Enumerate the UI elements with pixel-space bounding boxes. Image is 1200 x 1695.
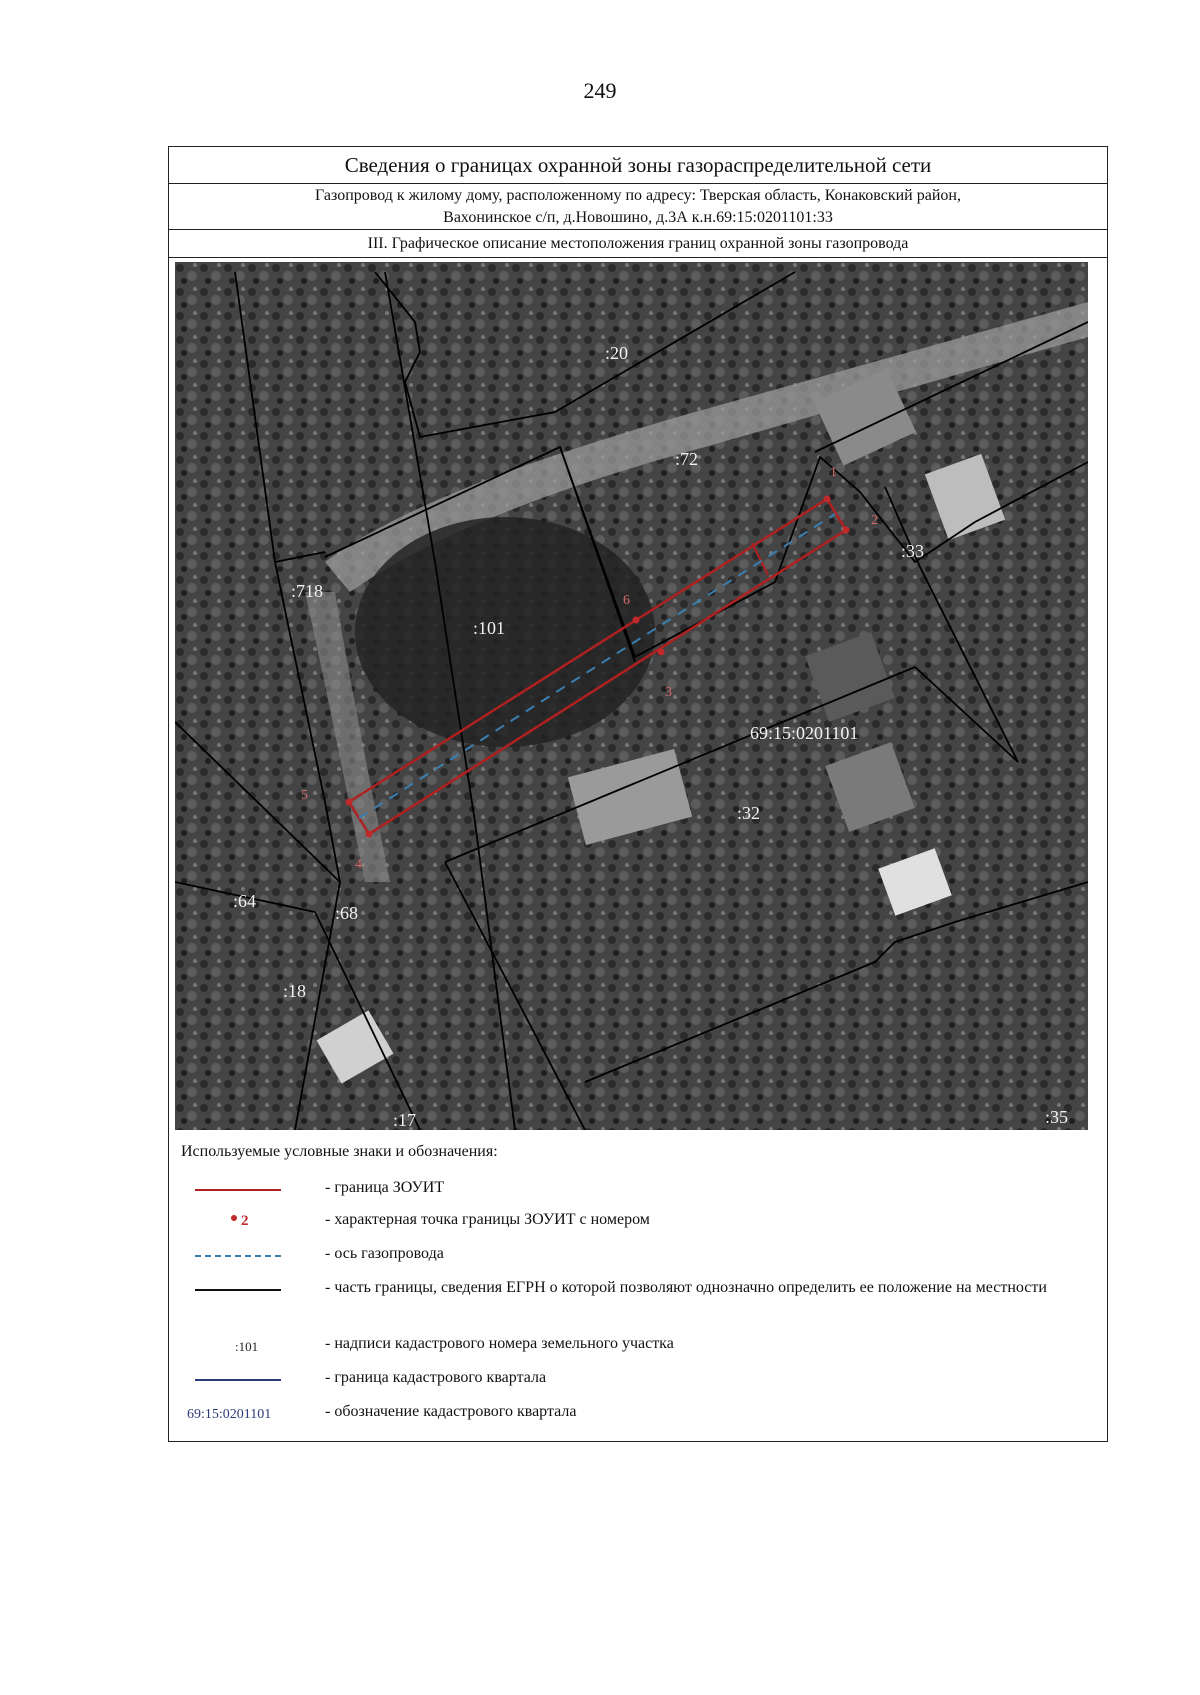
subtitle-line-1: Газопровод к жилому дому, расположенному по адресу: Тверская область, Конаковский район, [315, 187, 961, 204]
parcel-label: :35 [1045, 1107, 1069, 1127]
document-title: Сведения о границах охранной зоны газораспределительной сети [169, 147, 1107, 184]
aerial-map [175, 262, 1088, 1130]
legend-item-quarter-label [169, 1401, 1107, 1431]
legend-item-egrn-boundary [169, 1277, 1107, 1325]
legend-symbol-quarter-label [187, 1401, 282, 1431]
legend-symbol-blue-dashed [187, 1243, 282, 1273]
legend-symbol-red-point [187, 1209, 282, 1239]
legend-symbol-cadastral-label [187, 1333, 282, 1363]
legend-title: Используемые условные знаки и обозначения: [181, 1143, 498, 1160]
legend-item-zouit-boundary [169, 1177, 1107, 1207]
document-subtitle [169, 183, 1107, 230]
legend-cadastral-sample: :101 [235, 1339, 259, 1354]
parcel-label: :20 [605, 343, 629, 363]
point-label-5: 5 [301, 788, 308, 803]
parcel-label: :72 [675, 449, 699, 469]
parcel-label: :64 [233, 891, 257, 911]
point-label-3: 3 [665, 685, 672, 700]
legend-item-gas-axis [169, 1243, 1107, 1273]
legend-text: - граница кадастрового квартала [325, 1369, 547, 1386]
legend-text: - характерная точка границы ЗОУИТ с номером [325, 1211, 650, 1228]
subtitle-line-2: Вахонинское с/п, д.Новошино, д.3А к.н.69:15:0201101:33 [443, 209, 833, 226]
legend-text: - надписи кадастрового номера земельного участка [325, 1335, 674, 1352]
parcel-label: :33 [901, 541, 925, 561]
section-heading: III. Графическое описание местоположения границ охранной зоны газопровода [169, 230, 1107, 258]
legend-text: - ось газопровода [325, 1245, 444, 1262]
legend-point-number: 2 [241, 1213, 249, 1229]
legend-text: - граница ЗОУИТ [325, 1179, 445, 1196]
legend-text: - обозначение кадастрового квартала [325, 1403, 577, 1420]
quarter-label-map: 69:15:0201101 [750, 723, 859, 743]
legend-symbol-navy-line [187, 1367, 282, 1397]
point-label-1: 1 [830, 465, 837, 480]
parcel-label: :718 [291, 581, 324, 601]
legend-item-zouit-point [169, 1209, 1107, 1239]
page-number: 249 [583, 78, 617, 103]
legend-symbol-red-line [187, 1177, 282, 1207]
legend-item-quarter-boundary [169, 1367, 1107, 1397]
point-label-2: 2 [871, 513, 878, 528]
map-canvas [175, 262, 1088, 1130]
legend-symbol-black-line [187, 1277, 282, 1307]
parcel-label: :18 [283, 981, 307, 1001]
legend-text: - часть границы, сведения ЕГРН о которой позволяют однозначно определить ее положение на местности [325, 1279, 1047, 1296]
parcel-label: :17 [393, 1110, 417, 1130]
parcel-label: :32 [737, 803, 761, 823]
point-label-4: 4 [355, 857, 362, 872]
parcel-label: :101 [473, 618, 506, 638]
legend-item-cadastral-label [169, 1333, 1107, 1363]
legend-quarter-sample: 69:15:0201101 [187, 1407, 272, 1422]
parcel-label: :68 [335, 903, 359, 923]
point-label-6: 6 [623, 593, 630, 608]
document-frame [168, 146, 1108, 1442]
imagery-background [175, 262, 1088, 1130]
